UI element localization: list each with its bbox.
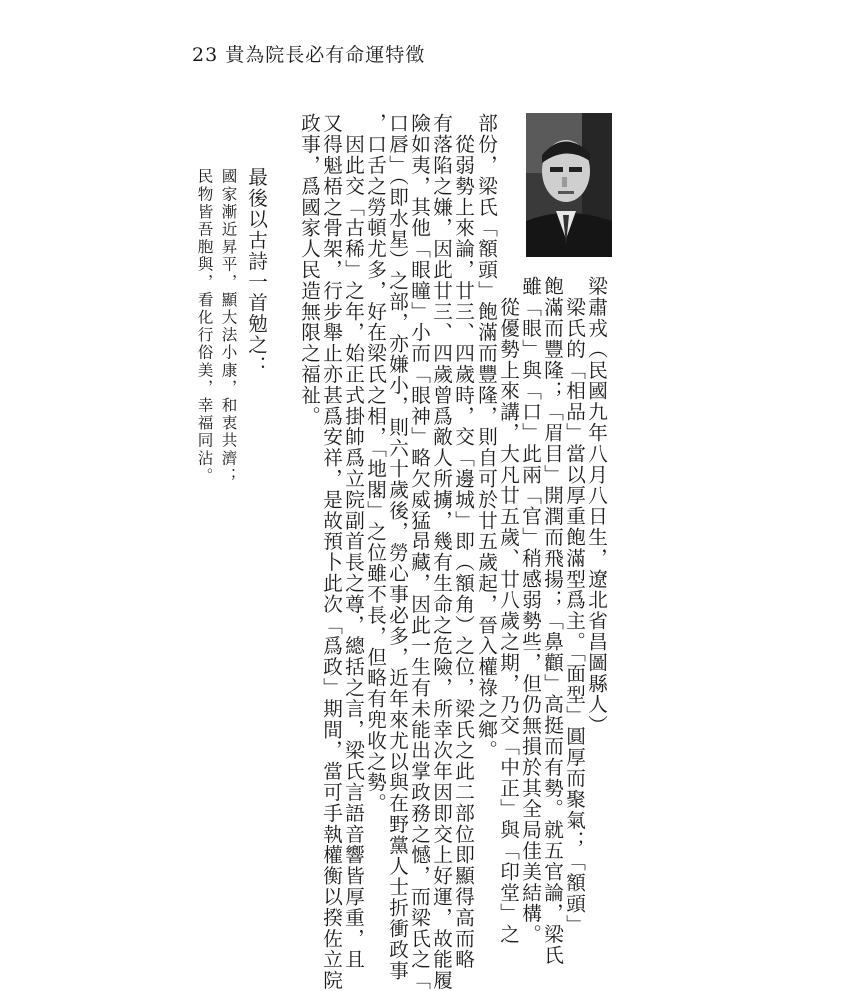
text-column-8: 有落陷之嫌，因此廿三、四歲曾爲敵人所擄，幾有生命之危險，所幸次年因即交上好運，故能履 [429, 113, 453, 991]
page-title: 23 貴為院長必有命運特徵 [192, 44, 426, 66]
portrait-image [526, 113, 612, 257]
text-column-2: 梁氏的「相品」當以厚重飽滿型爲主。「面型」圓厚而聚氣；「額頭」 [562, 276, 586, 935]
text-column-9: 險如夷，其他「眼瞳」小而「眼神」略欠威猛昂藏，因此一生有未能出掌政務之憾，而梁氏之「 [407, 113, 431, 991]
text-column-4: 雖「眼」與「口」此兩「官」稍感弱勢些，但仍無損於其全局佳美結構。 [518, 276, 542, 945]
text-column-12: 因此交「古稀」之年，始正式掛帥爲立院副首長之尊，總括之言，梁氏言語音響皆厚重，且 [341, 113, 365, 970]
text-column-13: 又得魁梧之骨架，行步舉止亦甚爲安祥，是故預卜此次「爲政」期間，當可手執權衡以揆佐立院 [319, 113, 343, 991]
text-column-15: 最後以古詩一首勉之： [244, 167, 268, 376]
text-column-5: 從優勢上來講，大凡廿五歲、廿八歲之期，乃交「中正」與「印堂」之 [496, 276, 520, 945]
portrait-photo [526, 113, 612, 257]
text-column-10: 口唇」（即水星）之部，亦嫌小，則六十歲後，勞心事必多，近年來尤以與在野黨人士折衝政事 [385, 113, 409, 981]
poem-line-1: 國家漸近昇平，顯大法小康，和衷共濟； [219, 168, 238, 485]
text-column-11: ，口舌之勞頓尤多，好在梁氏之相，「地閣」之位雖不長，但略有兜收之勢。 [363, 113, 387, 814]
text-column-14: 政事，爲國家人民造無限之福祉。 [297, 113, 321, 427]
text-column-7: 從弱勢上來論，廿三、四歲時，交「邊城」即（額角）之位，梁氏之此二部位即顯得高而略 [451, 113, 475, 970]
text-column-6: 部份，梁氏「額頭」飽滿而豐隆，則自可於廿五歲起，晉入權祿之鄉。 [474, 113, 498, 761]
text-column-1: 梁肅戎（民國九年八月八日生，遼北省昌圖縣人） [584, 276, 608, 736]
text-column-3: 飽滿而豐隆；「眉目」開潤而飛揚；「鼻顴」高挺而有勢。就五官論，梁氏 [540, 276, 564, 966]
poem-line-2: 民物皆吾胞與，看化行俗美，幸福同沾。 [195, 168, 214, 485]
